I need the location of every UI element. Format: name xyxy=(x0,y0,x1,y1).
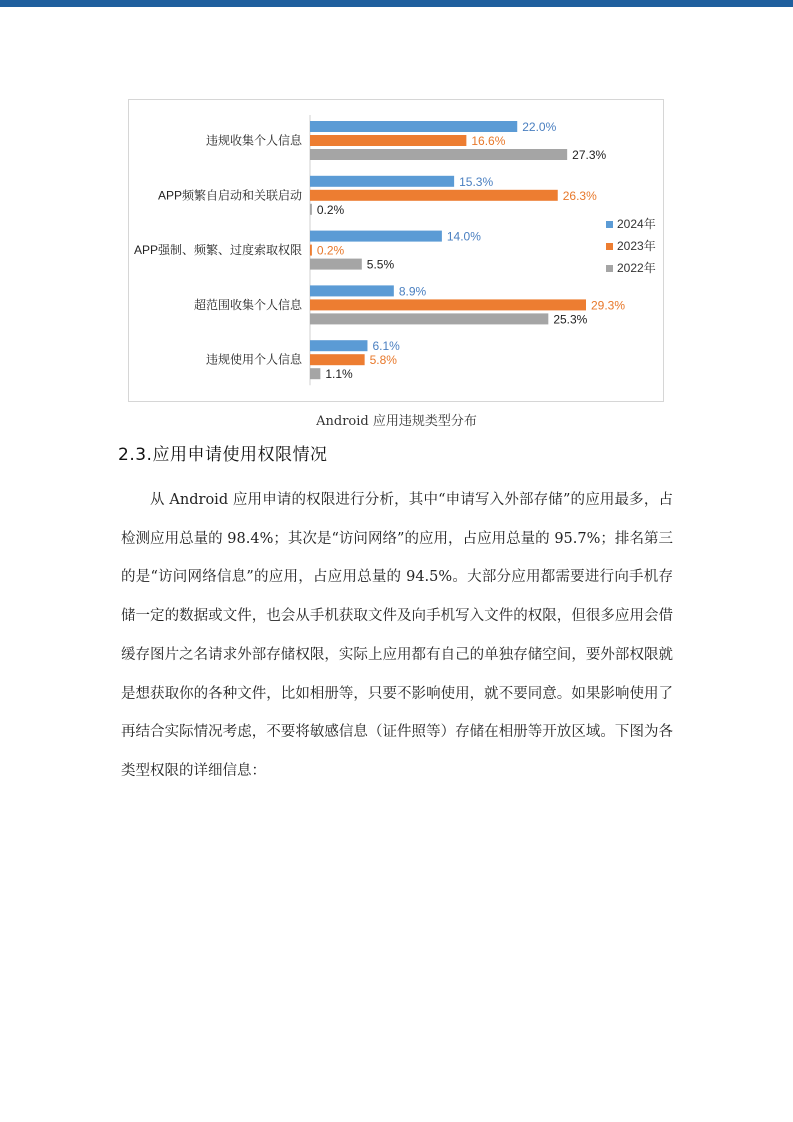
header-accent-bar xyxy=(0,0,793,7)
section-title: 2.3.应用申请使用权限情况 xyxy=(118,445,328,465)
legend-label: 2024年 xyxy=(617,217,656,231)
data-label: 27.3% xyxy=(572,148,607,162)
data-label: 16.6% xyxy=(471,134,506,148)
bar xyxy=(310,190,558,201)
bar xyxy=(310,354,365,365)
bar xyxy=(310,313,548,324)
chart-caption: Android 应用违规类型分布 xyxy=(316,414,477,429)
bar xyxy=(310,204,312,215)
bar xyxy=(310,176,454,187)
data-label: 5.5% xyxy=(366,257,395,272)
data-label: 0.2% xyxy=(316,243,345,258)
data-label: 1.1% xyxy=(325,367,353,382)
data-label: 25.3% xyxy=(553,312,588,327)
category-label: 违规使用个人信息 xyxy=(205,352,302,367)
data-label: 22.0% xyxy=(522,120,557,134)
bar xyxy=(310,299,586,310)
legend-swatch xyxy=(606,221,613,228)
bar xyxy=(310,121,517,132)
data-label: 5.8% xyxy=(369,353,397,368)
bar xyxy=(310,368,320,379)
bar xyxy=(310,135,466,146)
legend-swatch xyxy=(606,265,613,272)
data-label: 14.0% xyxy=(446,229,481,244)
legend-label: 2023年 xyxy=(617,239,656,253)
bar xyxy=(310,231,442,242)
bar xyxy=(310,259,362,270)
category-label: APP强制、频繁、过度索取权限 xyxy=(133,243,302,258)
violation-type-chart xyxy=(128,99,664,402)
legend-label: 2022年 xyxy=(617,261,656,275)
category-label: APP频繁自启动和关联启动 xyxy=(157,188,302,203)
bar xyxy=(310,285,394,296)
data-label: 8.9% xyxy=(398,284,427,299)
data-label: 29.3% xyxy=(591,298,626,313)
category-label: 超范围收集个人信息 xyxy=(193,297,302,312)
data-label: 15.3% xyxy=(459,174,494,189)
bar xyxy=(310,340,367,351)
chart-canvas xyxy=(129,100,665,403)
category-label: 违规收集个人信息 xyxy=(205,133,302,148)
data-label: 26.3% xyxy=(562,188,597,203)
data-label: 0.2% xyxy=(316,202,345,217)
body-paragraph: 从 Android 应用申请的权限进行分析，其中“申请写入外部存储”的应用最多，占检测应用总量的 98.4%；其次是“访问网络”的应用，占应用总量的 95.7%；排名第三的是“访问网络信息”的应用，占应用总量的 94.5%。大部分应用都需要进行向手机存储一定的数据或文件，也会从手机获取文件及向手机写入文件的权限，但很多应用会借缓存图片之名请求外部存储权限，实际上应用都有自己的单独存储空间，要外部权限就是想获取你的各种文件，比如相册等，只要不影响使用，就不要同意。如果影响使用了再结合实际情况考虑，不要将敏感信息（证件照等）存储在相册等开放区域。下图为各类型权限的详细信息： xyxy=(121,492,673,779)
bar xyxy=(310,149,567,160)
bar xyxy=(310,245,312,256)
data-label: 6.1% xyxy=(372,339,400,354)
legend-swatch xyxy=(606,243,613,250)
